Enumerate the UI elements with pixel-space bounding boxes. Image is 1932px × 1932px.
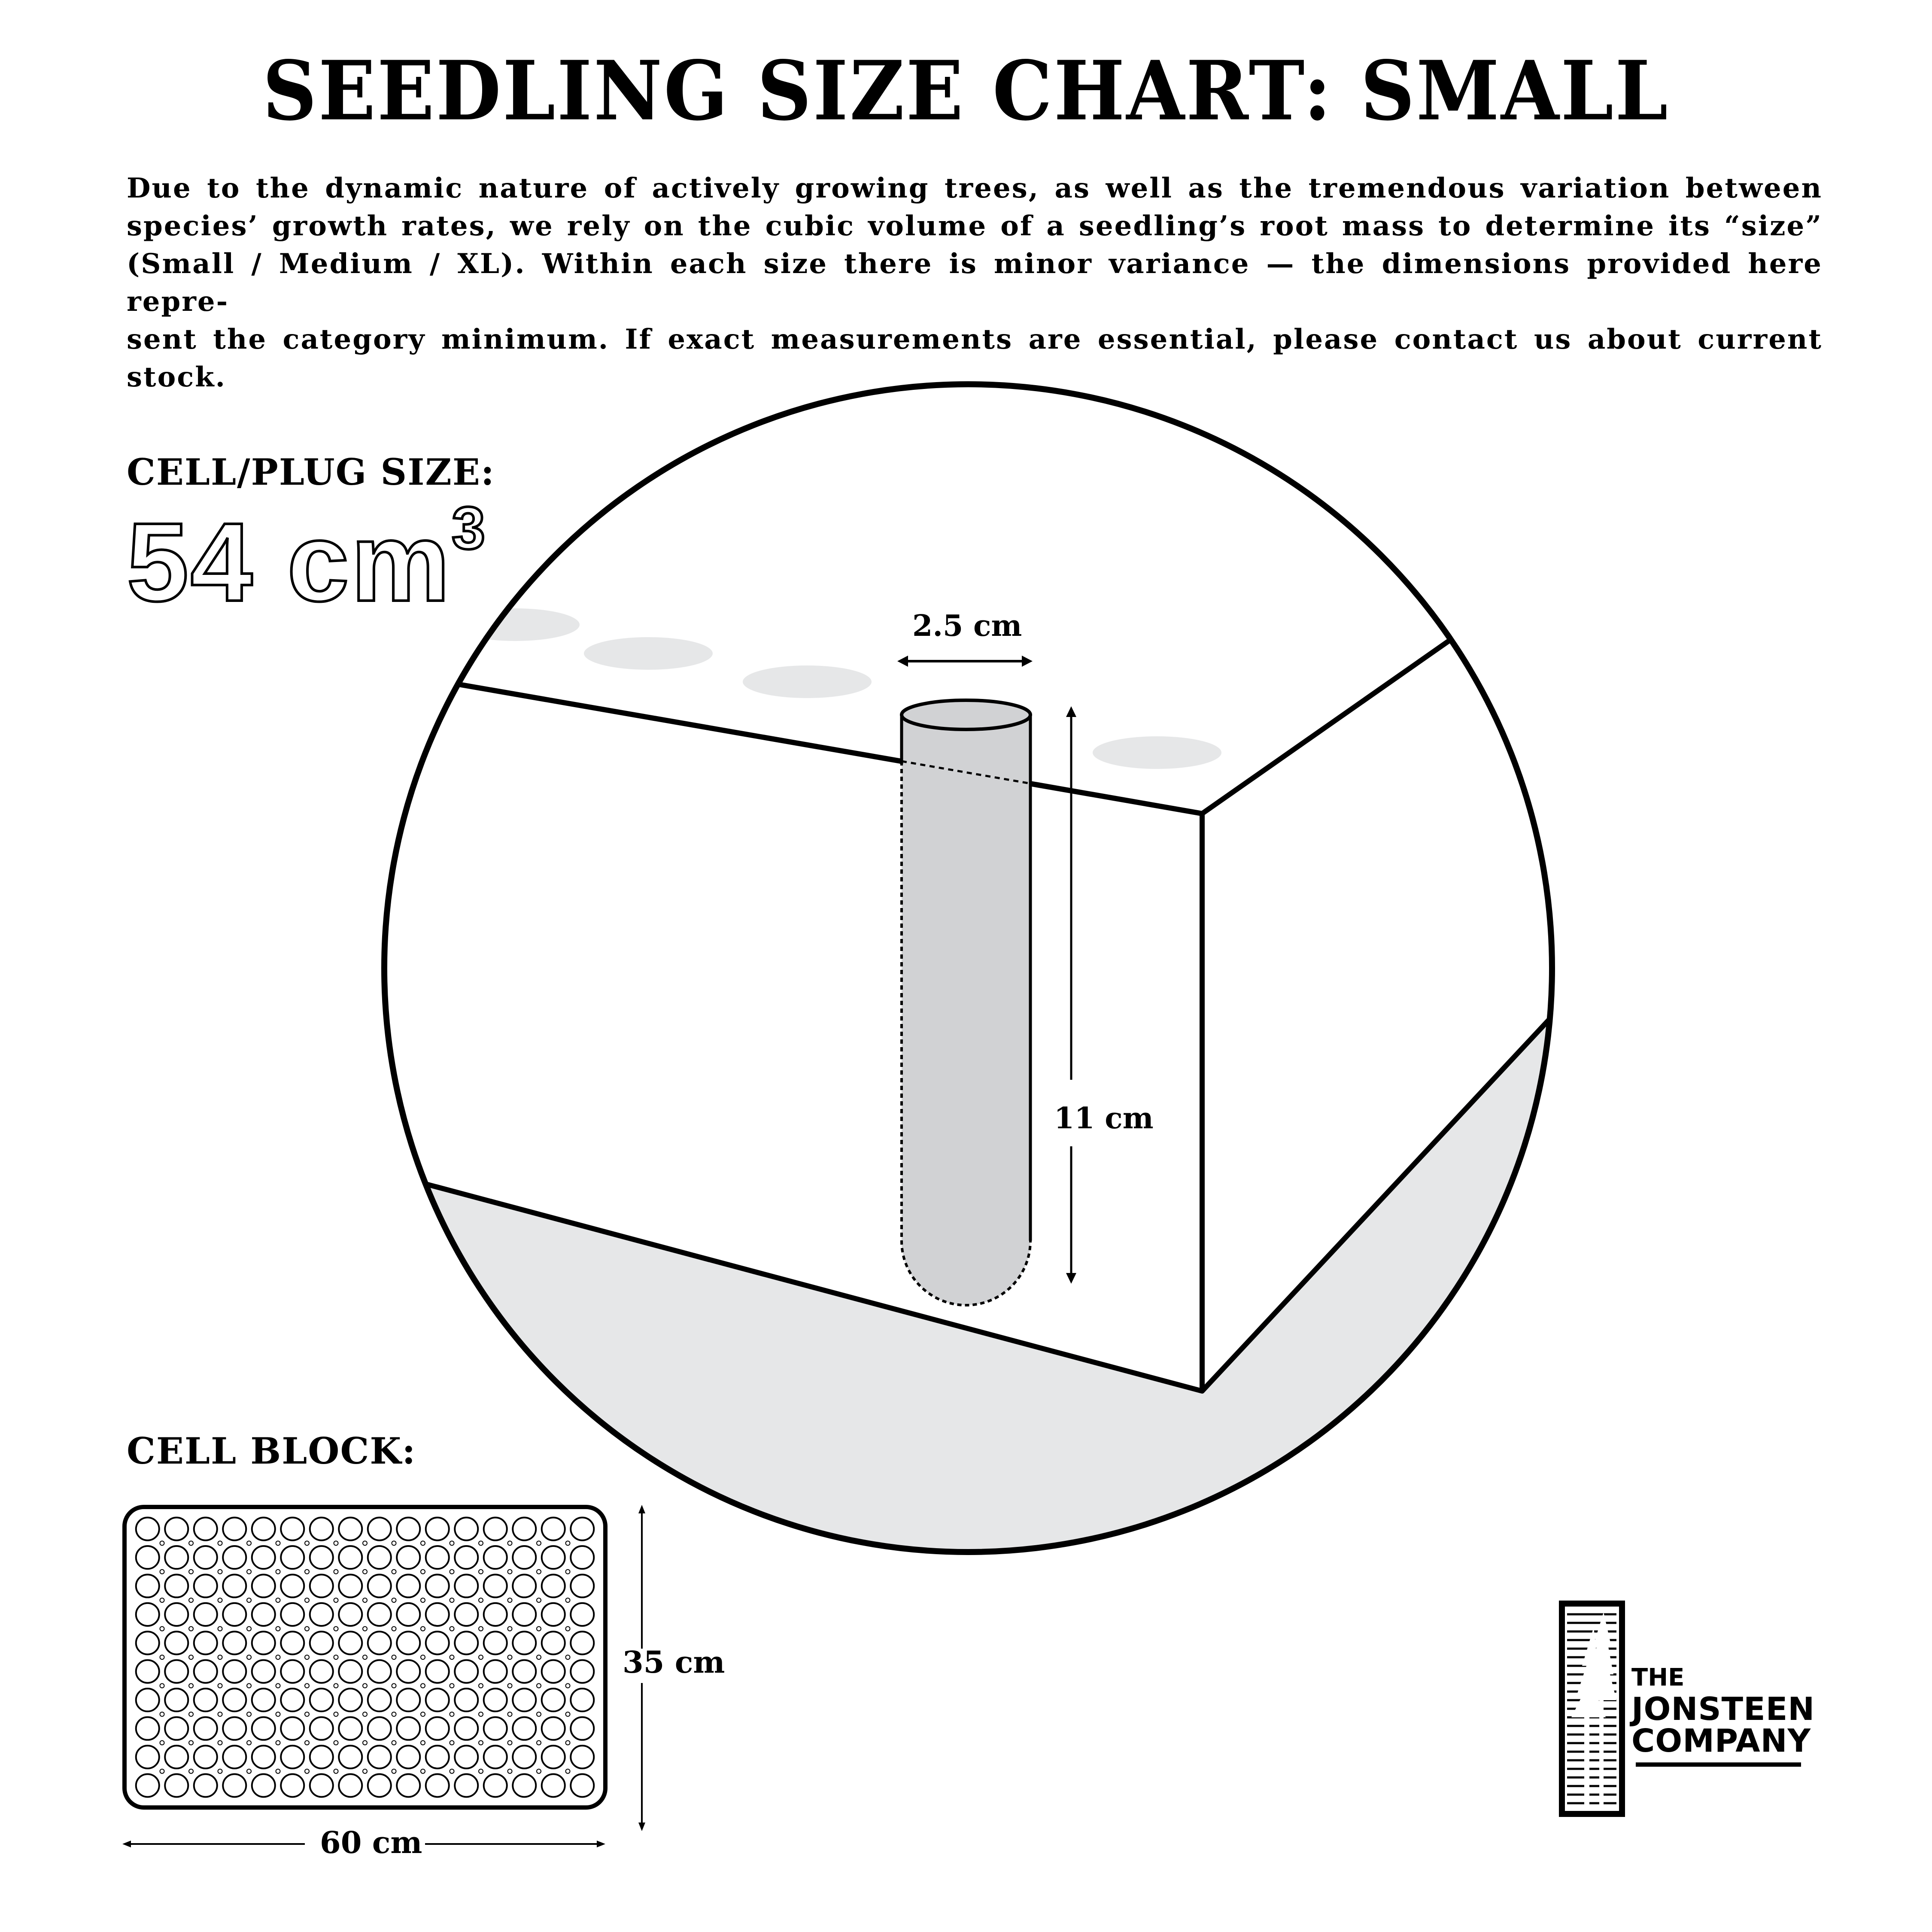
block-width-label: 60 cm [320, 1825, 422, 1860]
cell-block-heading: CELL BLOCK: [127, 1430, 416, 1472]
intro-line: species’ growth rates, we rely on the cubic volume of a seedling’s root mass to determine its “size” [127, 210, 1823, 242]
cell-block-tray [125, 1507, 605, 1807]
volume-exponent: 3 [452, 494, 487, 562]
company-logo [1631, 1666, 1815, 1757]
page-title: SEEDLING SIZE CHART: SMALL [262, 43, 1670, 139]
volume-value: 54 [127, 500, 255, 625]
intro-line: Due to the dynamic nature of actively growing trees, as well as the tremendous variation between [127, 172, 1823, 204]
intro-line: sent the category minimum. If exact measurements are essential, please contact us about current stock. [127, 323, 1823, 393]
logo-line-1: THE [1631, 1664, 1685, 1692]
depth-label: 11 cm [1054, 1101, 1154, 1136]
intro-line: (Small / Medium / XL). Within each size there is minor variance — the dimensions provided here repre- [127, 248, 1823, 318]
block-height-label: 35 cm [623, 1644, 725, 1680]
diameter-label: 2.5 cm [912, 609, 1022, 643]
cell-plug-heading: CELL/PLUG SIZE: [127, 451, 495, 493]
logo-line-2: JONSTEEN [1631, 1691, 1815, 1728]
volume-unit: cm [287, 500, 452, 625]
logo-line-3: COMPANY [1631, 1722, 1811, 1759]
